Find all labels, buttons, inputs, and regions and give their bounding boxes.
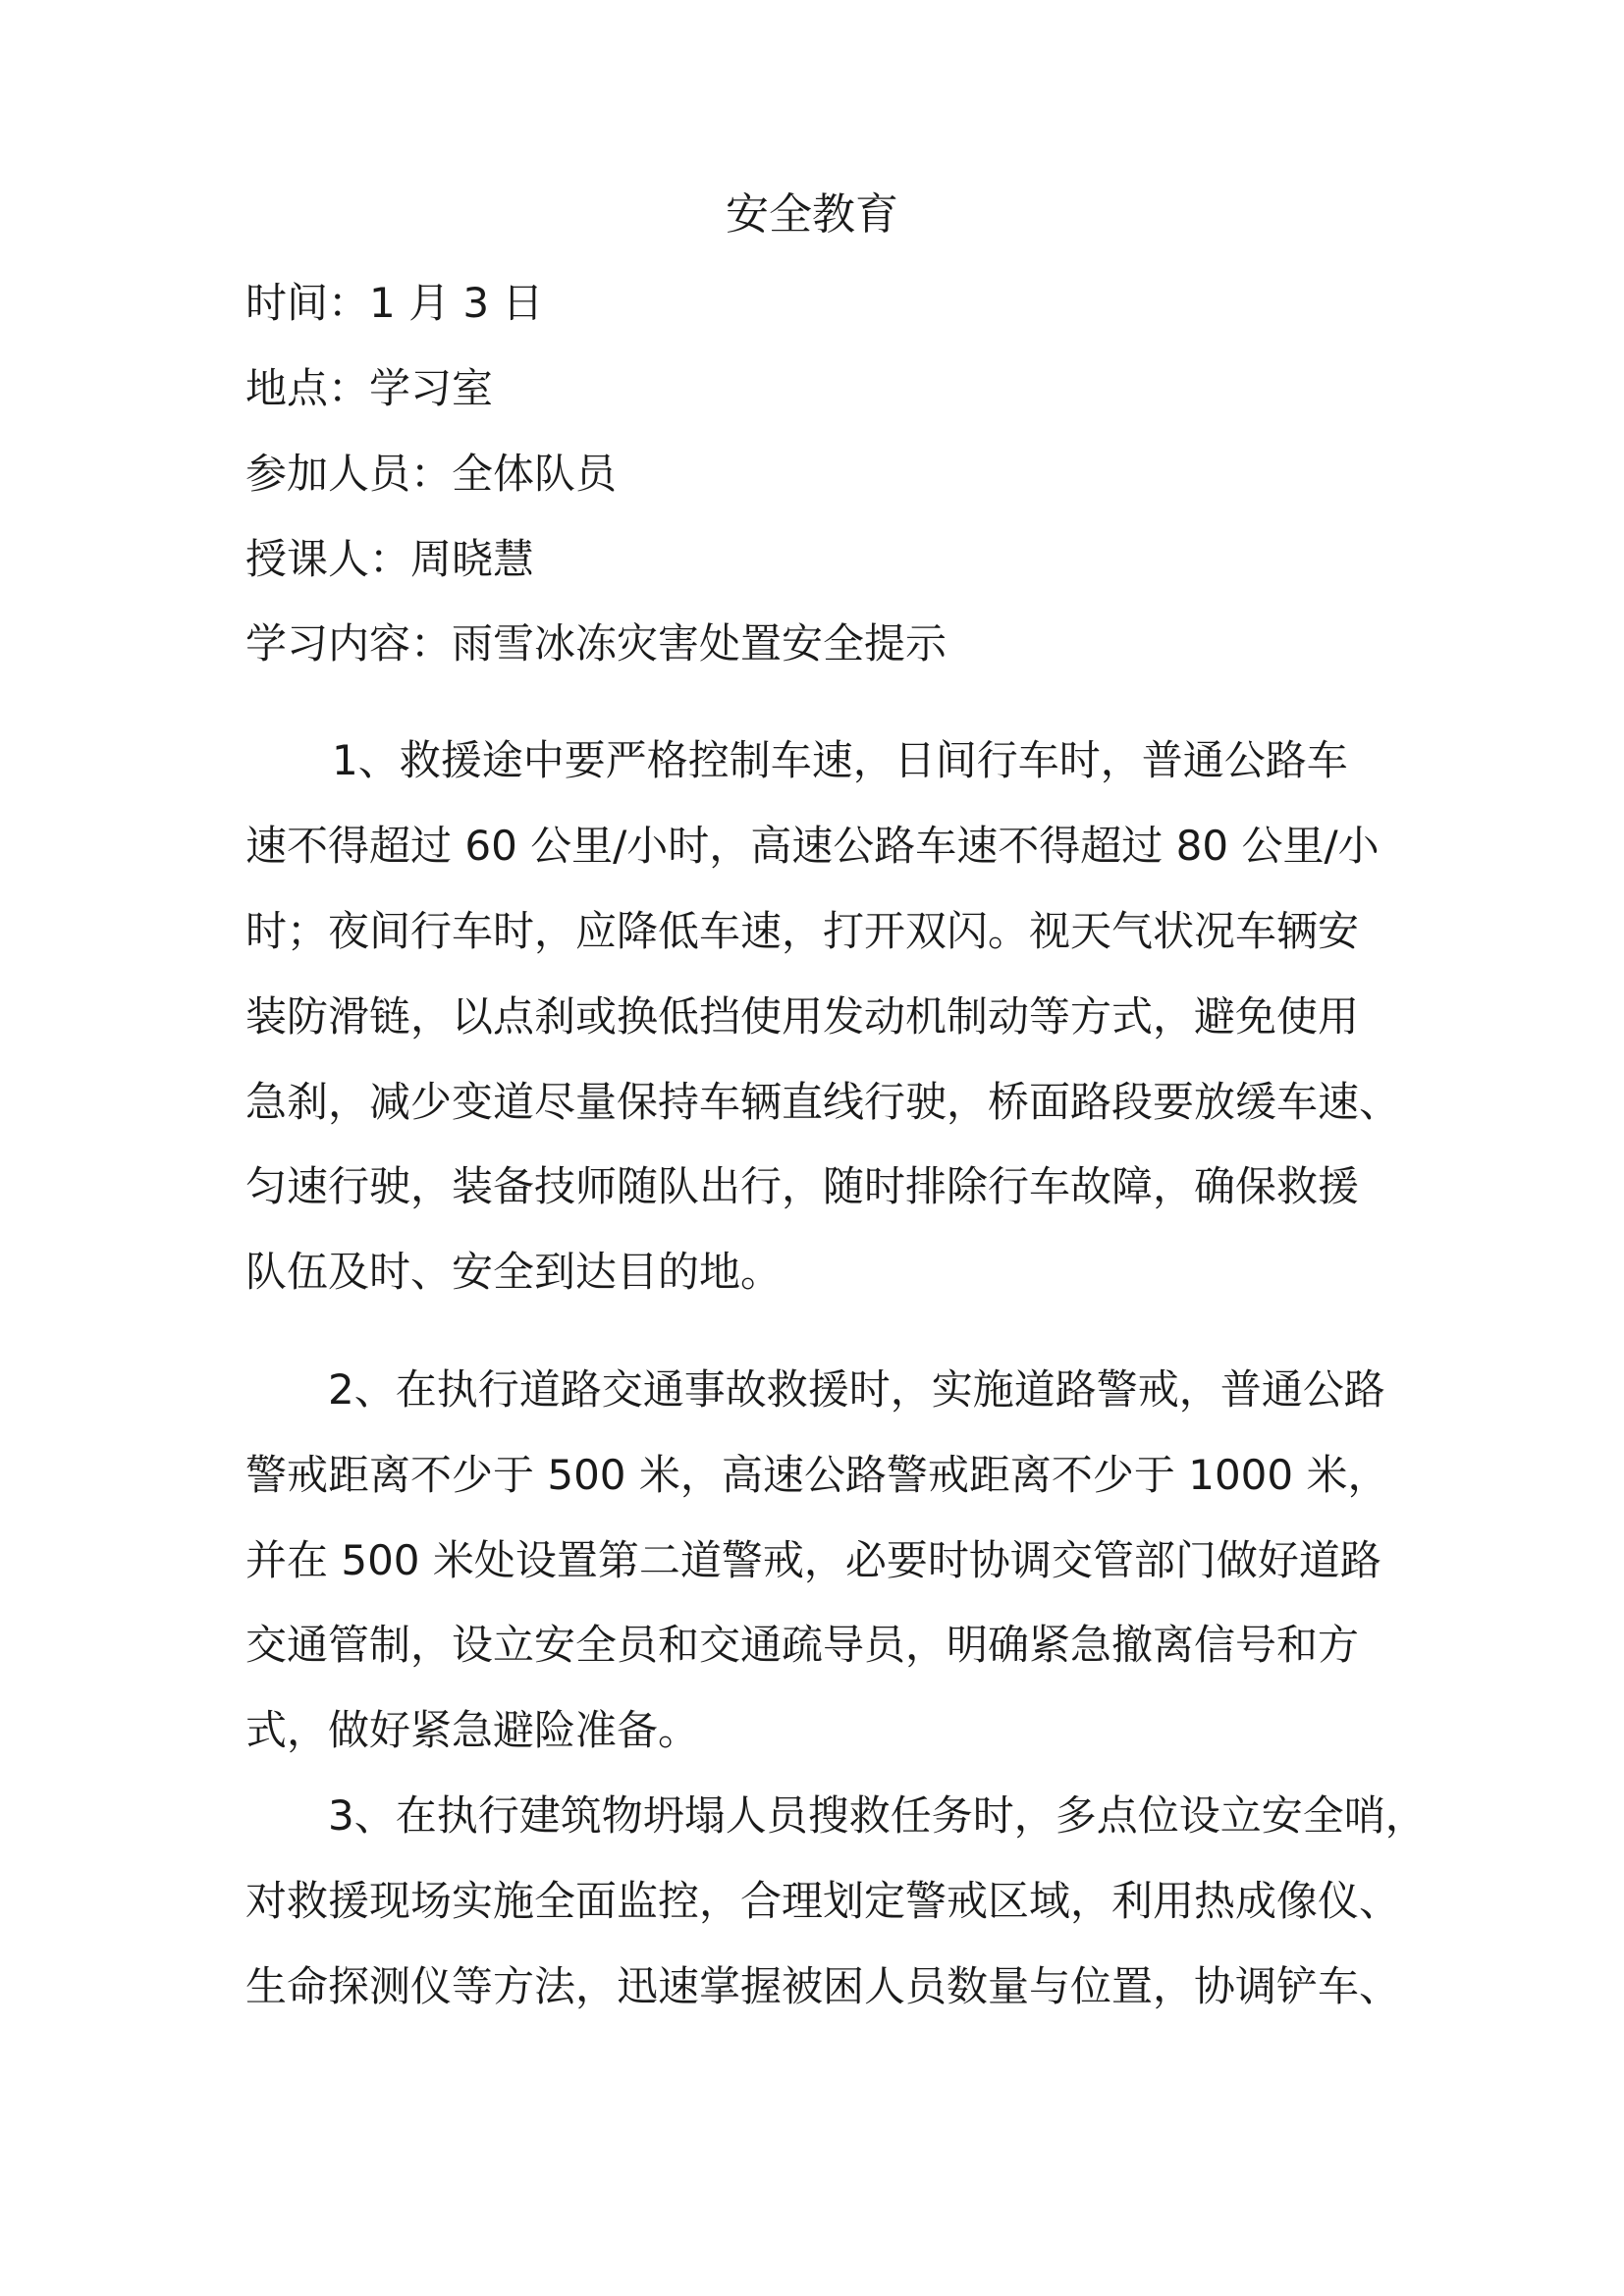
paragraph-line: 3、在执行建筑物坍塌人员搜救任务时，多点位设立安全哨， — [328, 1791, 1427, 1840]
meta-participants: 参加人员：全体队员 — [245, 450, 618, 498]
paragraph-line: 生命探测仪等方法，迅速掌握被困人员数量与位置，协调铲车、 — [245, 1962, 1401, 2010]
meta-place: 地点：学习室 — [245, 364, 494, 412]
meta-time: 时间：1 月 3 日 — [245, 279, 544, 327]
meta-lecturer: 授课人：周晓慧 — [245, 535, 535, 583]
paragraph-line: 速不得超过 60 公里/小时，高速公路车速不得超过 80 公里/小 — [245, 822, 1380, 870]
paragraph-line: 式，做好紧急避险准备。 — [245, 1706, 700, 1754]
paragraph-line: 队伍及时、安全到达目的地。 — [245, 1248, 783, 1296]
paragraph-line: 交通管制，设立安全员和交通疏导员，明确紧急撤离信号和方 — [245, 1621, 1360, 1669]
document-title: 安全教育 — [726, 189, 898, 240]
paragraph-line: 对救援现场实施全面监控，合理划定警戒区域，利用热成像仪、 — [245, 1877, 1401, 1925]
paragraph-line: 警戒距离不少于 500 米，高速公路警戒距离不少于 1000 米， — [245, 1451, 1389, 1499]
paragraph-line: 时；夜间行车时，应降低车速，打开双闪。视天气状况车辆安 — [245, 907, 1360, 955]
paragraph-line: 匀速行驶，装备技师随队出行，随时排除行车故障，确保救援 — [245, 1162, 1360, 1210]
paragraph-line: 并在 500 米处设置第二道警戒，必要时协调交管部门做好道路 — [245, 1536, 1381, 1584]
paragraph-line: 急刹，减少变道尽量保持车辆直线行驶，桥面路段要放缓车速、 — [245, 1078, 1401, 1126]
paragraph-line: 2、在执行道路交通事故救援时，实施道路警戒，普通公路 — [328, 1365, 1385, 1414]
paragraph-line: 1、救援途中要严格控制车速，日间行车时，普通公路车 — [332, 736, 1348, 784]
meta-content: 学习内容：雨雪冰冻灾害处置安全提示 — [245, 619, 947, 667]
paragraph-line: 装防滑链，以点刹或换低挡使用发动机制动等方式，避免使用 — [245, 992, 1360, 1041]
